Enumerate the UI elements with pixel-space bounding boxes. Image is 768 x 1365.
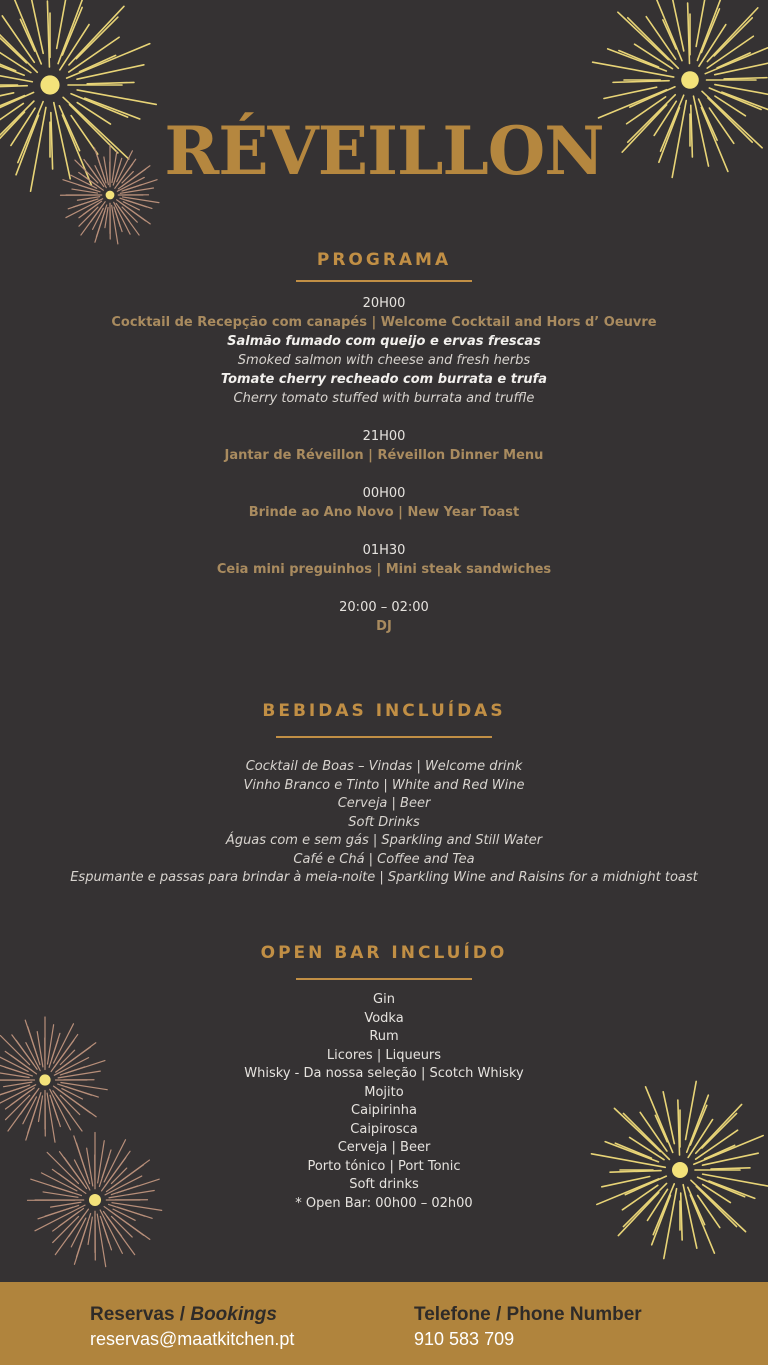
- email-link[interactable]: reservas@maatkitchen.pt: [90, 1329, 295, 1349]
- time: 20:00 – 02:00: [339, 600, 429, 615]
- bookings-label-en: Bookings: [190, 1304, 277, 1325]
- divider: [296, 978, 472, 980]
- bookings-label: Reservas /: [90, 1304, 191, 1325]
- time: 01H30: [362, 543, 406, 558]
- list-item: Rum: [369, 1029, 399, 1044]
- list-item: Cocktail de Boas – Vindas | Welcome drink: [245, 759, 523, 774]
- footer: [0, 1282, 768, 1365]
- list-item: Caipirinha: [351, 1103, 417, 1118]
- bookings: [90, 1304, 294, 1350]
- event-title: Cocktail de Recepção com canapés | Welcome Cocktail and Hors d’ Oeuvre: [111, 315, 657, 330]
- event-title: Ceia mini preguinhos | Mini steak sandwiches: [216, 562, 552, 577]
- bebidas-section: [0, 698, 768, 888]
- programa-section: [0, 247, 768, 636]
- time: 21H00: [362, 429, 406, 444]
- list-item: Cerveja | Beer: [337, 1140, 431, 1155]
- list-item: Caipirosca: [350, 1121, 418, 1137]
- phone: [414, 1304, 642, 1350]
- list-item: Café e Chá | Coffee and Tea: [293, 851, 475, 867]
- dish-en: Smoked salmon with cheese and fresh herbs: [237, 353, 531, 368]
- event-title: DJ: [376, 619, 392, 634]
- list-item: Soft drinks: [349, 1177, 419, 1192]
- divider: [296, 280, 472, 282]
- time: 20H00: [362, 296, 406, 311]
- event-title: Brinde ao Ano Novo | New Year Toast: [248, 505, 520, 520]
- dish-pt: Salmão fumado com queijo e ervas frescas: [227, 334, 541, 349]
- list-item: Vodka: [364, 1010, 404, 1026]
- list-item: Cerveja | Beer: [337, 796, 431, 811]
- bebidas-heading: BEBIDAS INCLUÍDAS: [262, 701, 506, 721]
- dish-en: Cherry tomato stuffed with burrata and truffle: [233, 391, 535, 406]
- list-item: Porto tónico | Port Tonic: [307, 1158, 461, 1174]
- dish-pt: Tomate cherry recheado com burrata e trufa: [220, 372, 548, 387]
- programa-heading: PROGRAMA: [316, 250, 452, 270]
- list-item: Whisky - Da nossa seleção | Scotch Whisky: [244, 1066, 524, 1081]
- phone-number[interactable]: 910 583 709: [414, 1329, 515, 1349]
- list-item: Gin: [373, 992, 395, 1007]
- list-item: Águas com e sem gás | Sparkling and Still Water: [225, 833, 543, 848]
- list-item: Licores | Liqueurs: [326, 1047, 442, 1063]
- list-item: Vinho Branco e Tinto | White and Red Wine: [243, 777, 525, 793]
- list-item: Soft Drinks: [348, 814, 420, 830]
- time: 00H00: [362, 486, 406, 501]
- divider: [276, 736, 492, 738]
- list-item: * Open Bar: 00h00 – 02h00: [295, 1195, 473, 1211]
- openbar-heading: OPEN BAR INCLUÍDO: [260, 943, 508, 963]
- event-title: Jantar de Réveillon | Réveillon Dinner Menu: [224, 448, 544, 463]
- list-item: Espumante e passas para brindar à meia-noite | Sparkling Wine and Raisins for a midnight toast: [70, 870, 698, 885]
- phone-label: Telefone / Phone Number: [414, 1304, 642, 1325]
- openbar-section: [0, 940, 768, 1213]
- list-item: Mojito: [364, 1084, 404, 1100]
- page-title: RÉVEILLON: [164, 112, 604, 190]
